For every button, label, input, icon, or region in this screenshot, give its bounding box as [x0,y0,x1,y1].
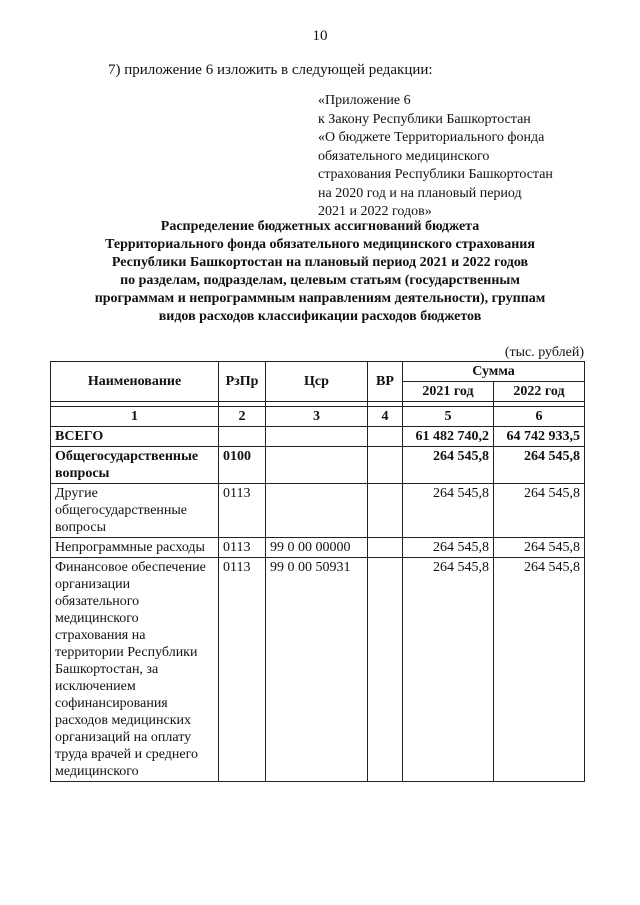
column-number: 4 [368,407,403,427]
appendix-line: обязательного медицинского [318,148,490,164]
header-vr: ВР [368,362,403,402]
table-row [51,558,585,782]
title-line: по разделам, подразделам, целевым статьям (государственным [120,273,520,288]
budget-table [50,361,585,782]
header-year-2021: 2021 год [403,382,494,402]
column-number: 5 [403,407,494,427]
appendix-line: «Приложение 6 [318,93,411,108]
page-number: 10 [312,28,328,44]
row-name: Финансовое обеспечение организации обязательного медицинского страхования на территории Республики Башкортостан, за исключением софинансирования расходов медицинских организаций на оплату труда врачей и среднего медицинского [51,558,219,782]
row-name: ВСЕГО [51,427,219,447]
title-line: Республики Башкортостан на плановый период 2021 и 2022 годов [111,255,529,270]
row-vr [368,447,403,484]
row-rzpr [219,427,266,447]
row-rzpr: 0113 [219,484,266,538]
header-year-2022: 2022 год [494,382,585,402]
table-row [51,538,585,558]
row-name: Другие общегосударственные вопросы [51,484,219,538]
appendix-line: на 2020 год и на плановый период [318,185,522,201]
row-amount-2022: 264 545,8 [494,484,585,538]
column-number: 2 [219,407,266,427]
appendix-reference [318,92,553,222]
row-amount-2022: 264 545,8 [494,538,585,558]
column-number: 1 [51,407,219,427]
row-csr [266,427,368,447]
row-amount-2021: 264 545,8 [403,558,494,782]
title-line: Территориального фонда обязательного медицинского страхования [105,237,535,252]
header-sum: Сумма [403,362,585,382]
row-vr [368,558,403,782]
table-body [51,402,585,782]
document-title [60,218,580,326]
title-line: видов расходов классификации расходов бюджетов [158,309,482,324]
row-amount-2021: 264 545,8 [403,538,494,558]
column-number-row [51,407,585,427]
appendix-line: к Закону Республики Башкортостан [318,111,531,127]
column-number: 6 [494,407,585,427]
row-csr: 99 0 00 50931 [266,558,368,782]
row-name: Непрограммные расходы [51,538,219,558]
intro-text: 7) приложение 6 изложить в следующей редакции: [108,62,433,78]
table-row [51,447,585,484]
table-row [51,427,585,447]
row-vr [368,427,403,447]
row-name: Общегосударственные вопросы [51,447,219,484]
row-vr [368,538,403,558]
units-note: (тыс. рублей) [504,345,584,360]
row-rzpr: 0113 [219,558,266,782]
row-csr: 99 0 00 00000 [266,538,368,558]
row-amount-2021: 264 545,8 [403,447,494,484]
column-number: 3 [266,407,368,427]
row-vr [368,484,403,538]
row-csr [266,484,368,538]
table-row [51,484,585,538]
title-line: программам и непрограммным направлениям деятельности), группам [94,291,546,306]
row-amount-2022: 264 545,8 [494,558,585,782]
row-rzpr: 0100 [219,447,266,484]
appendix-line: «О бюджете Территориального фонда [318,130,545,145]
appendix-line: 2021 и 2022 годов» [318,204,432,219]
header-rzpr: РзПр [219,362,266,402]
header-name: Наименование [51,362,219,402]
title-line: Распределение бюджетных ассигнований бюджета [160,219,480,234]
row-amount-2022: 64 742 933,5 [494,427,585,447]
row-amount-2021: 61 482 740,2 [403,427,494,447]
row-rzpr: 0113 [219,538,266,558]
row-csr [266,447,368,484]
row-amount-2021: 264 545,8 [403,484,494,538]
row-amount-2022: 264 545,8 [494,447,585,484]
appendix-line: страхования Республики Башкортостан [318,167,553,182]
header-csr: Цср [266,362,368,402]
